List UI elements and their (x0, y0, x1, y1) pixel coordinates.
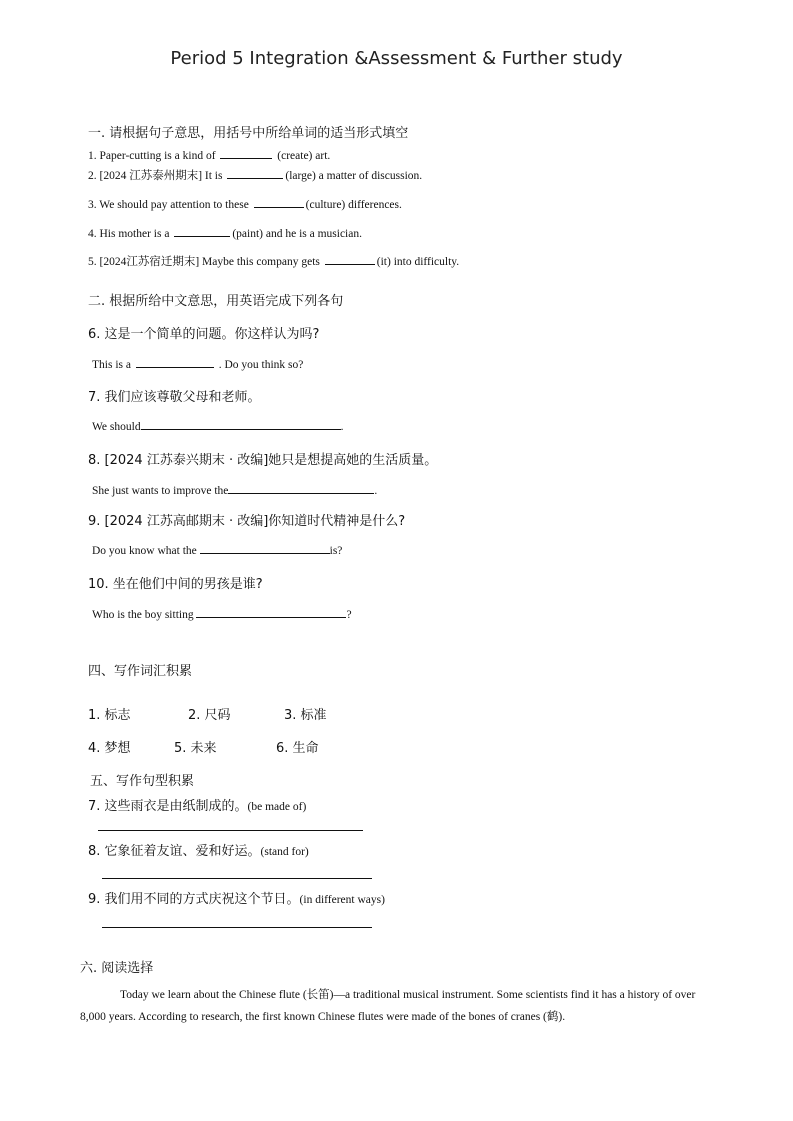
translate-item-7-prompt: 7. 我们应该尊敬父母和老师。 (88, 390, 261, 405)
vocab-row-2 (88, 737, 319, 756)
fill-item-4-text: 4. His mother is a (88, 228, 173, 240)
fill-item-3 (88, 196, 402, 211)
fill-item-2-text: 2. [2024 江苏泰州期末] It is (88, 170, 226, 182)
answer-line-7[interactable] (98, 830, 363, 831)
translate-item-10-answer (92, 606, 352, 621)
translate-item-7-text: We should (92, 421, 141, 433)
translate-item-6-tail: . Do you think so? (215, 359, 304, 371)
fill-item-1-tail: art. (312, 150, 331, 162)
sentence-item-7-hint: (be made of) (247, 801, 307, 813)
sentence-item-8-hint: (stand for) (260, 846, 309, 858)
fill-item-2-hint: (large) (285, 170, 316, 182)
fill-item-5-hint: (it) (376, 256, 391, 268)
reading-paragraph-text: Today we learn about the Chinese flute (长笛)—a traditional musical instrument. Some scientists find it has a history of over 8,000 years. According to research, the first known Chinese flutes were made of the bones of cranes (鹤). (80, 989, 696, 1023)
fill-item-3-hint: (culture) (305, 199, 346, 211)
fill-item-4-hint: (paint) (232, 228, 263, 240)
translate-item-9-tail: is? (329, 545, 343, 557)
translate-item-6-text: This is a (92, 359, 134, 371)
translate-item-10-prompt: 10. 坐在他们中间的男孩是谁? (88, 577, 263, 592)
page-title: Period 5 Integration &Assessment & Further study (170, 48, 623, 69)
translate-item-6-prompt: 6. 这是一个简单的问题。你这样认为吗? (88, 327, 320, 342)
answer-blank-4[interactable] (174, 225, 230, 237)
answer-blank-5[interactable] (325, 253, 375, 265)
fill-item-4 (88, 225, 362, 240)
answer-line-8[interactable] (102, 878, 372, 879)
fill-item-5-text: 5. [2024江苏宿迁期末] Maybe this company gets (88, 256, 323, 268)
translate-item-8-answer (92, 482, 377, 497)
translate-item-8-prompt: 8. [2024 江苏泰兴期末 · 改编]她只是想提高她的生活质量。 (88, 453, 438, 468)
fill-item-2-tail: a matter of discussion. (315, 170, 423, 182)
vocab-item-3: 3. 标准 (284, 708, 327, 723)
translate-item-9-prompt: 9. [2024 江苏高邮期末 · 改编]你知道时代精神是什么? (88, 514, 406, 529)
answer-blank-8[interactable] (228, 482, 374, 494)
answer-blank-10[interactable] (196, 606, 346, 618)
answer-blank-3[interactable] (254, 196, 304, 208)
translate-item-10-text: Who is the boy sitting (92, 609, 197, 621)
answer-blank-9[interactable] (200, 542, 330, 554)
sentence-item-9-text: 9. 我们用不同的方式庆祝这个节日。 (88, 892, 300, 907)
translate-item-8-tail: . (374, 485, 378, 497)
translate-item-9-text: Do you know what the (92, 545, 200, 557)
reading-paragraph (80, 984, 713, 1028)
translate-item-10-tail: ? (346, 609, 352, 621)
fill-item-4-tail: and he is a musician. (262, 228, 362, 240)
fill-item-1 (88, 147, 330, 162)
vocab-item-4: 4. 梦想 (88, 741, 131, 756)
translate-item-6-answer (92, 356, 303, 371)
fill-item-3-text: 3. We should pay attention to these (88, 199, 252, 211)
answer-blank-7[interactable] (141, 418, 341, 430)
translate-item-7-tail: . (340, 421, 344, 433)
vocab-item-1: 1. 标志 (88, 708, 131, 723)
fill-item-3-tail: differences. (345, 199, 402, 211)
sentence-item-7-prompt (88, 795, 306, 814)
answer-blank-1[interactable] (220, 147, 272, 159)
answer-blank-6[interactable] (136, 356, 214, 368)
vocab-item-2: 2. 尺码 (188, 708, 231, 723)
translate-item-8-text: She just wants to improve the (92, 485, 229, 497)
sentence-item-8-text: 8. 它象征着友谊、爱和好运。 (88, 844, 261, 859)
answer-blank-2[interactable] (227, 167, 283, 179)
sentence-item-9-prompt (88, 888, 385, 907)
fill-item-5 (88, 253, 459, 269)
section-4-heading: 四、写作词汇积累 (88, 664, 193, 679)
fill-item-5-tail: into difficulty. (390, 256, 460, 268)
section-2-heading: 二. 根据所给中文意思，用英语完成下列各句 (88, 294, 344, 309)
section-1-heading: 一. 请根据句子意思，用括号中所给单词的适当形式填空 (88, 126, 409, 141)
vocab-item-6: 6. 生命 (276, 741, 319, 756)
translate-item-7-answer (92, 418, 343, 433)
sentence-item-7-text: 7. 这些雨衣是由纸制成的。 (88, 799, 248, 814)
section-6-heading: 六. 阅读选择 (80, 961, 154, 976)
vocab-item-5: 5. 未来 (174, 741, 217, 756)
vocab-row-1 (88, 704, 327, 723)
fill-item-1-hint: (create) (277, 150, 313, 162)
translate-item-9-answer (92, 542, 342, 557)
section-5-heading: 五、写作句型积累 (90, 774, 195, 789)
answer-line-9[interactable] (102, 927, 372, 928)
fill-item-1-text: 1. Paper-cutting is a kind of (88, 150, 219, 162)
fill-item-2 (88, 167, 422, 183)
sentence-item-8-prompt (88, 840, 309, 859)
sentence-item-9-hint: (in different ways) (299, 894, 385, 906)
